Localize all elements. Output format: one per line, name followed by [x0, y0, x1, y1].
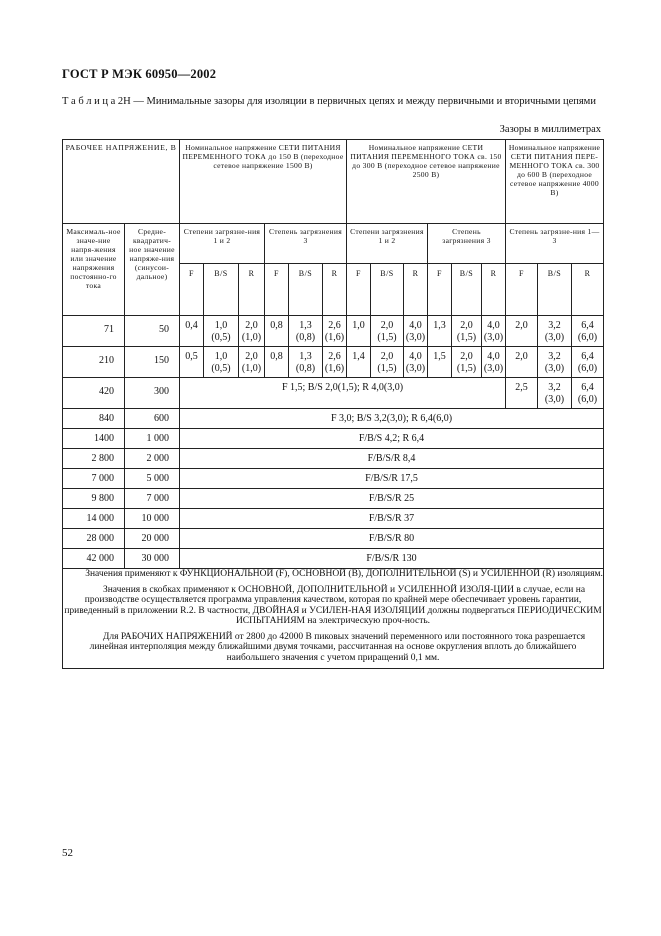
clearance-value-qa: (1,5): [377, 331, 397, 343]
clearance-value: 1,0: [214, 351, 228, 362]
clearance-cell: [289, 347, 323, 378]
clearance-value: 3,2: [548, 320, 561, 331]
clearance-value: 0,8: [270, 320, 283, 331]
merged-clearance-cell: F/B/S/R 130: [180, 549, 604, 569]
table-row: [63, 529, 604, 549]
clearance-value: 1,0: [214, 320, 228, 331]
table-row: [63, 429, 604, 449]
group-header-600: Номинальное напряжение СЕТИ ПИТАНИЯ ПЕРЕ-МЕННОГО ТОКА св. 300 до 600 В (переходное сетевое напряжение 4000 В): [506, 140, 604, 224]
clearance-value: 4,0: [487, 320, 500, 331]
max-voltage-cell: 210: [63, 347, 125, 378]
insulation-letter-header: R: [239, 264, 265, 316]
insulation-letter-header: F: [428, 264, 452, 316]
insulation-letter-header: R: [404, 264, 428, 316]
clearance-cell: [572, 316, 604, 347]
max-voltage-cell: 28 000: [63, 529, 125, 549]
max-voltage-header: Максималь-ное значе-ние напря-жения или значение напряжения постоянно-го тока: [63, 224, 125, 316]
clearance-value: 2,5: [515, 382, 528, 393]
max-voltage-cell: 14 000: [63, 509, 125, 529]
table-row: [63, 489, 604, 509]
insulation-letter-header: B/S: [452, 264, 482, 316]
clearance-cell: [452, 347, 482, 378]
clearance-value: 2,0: [245, 320, 258, 331]
clearance-value-qa: (3,0): [405, 362, 426, 374]
clearance-cell: [506, 378, 538, 409]
page-number: 52: [62, 847, 73, 859]
clearance-cell: [289, 316, 323, 347]
clearance-value: 0,5: [185, 351, 198, 362]
clearance-cell: [265, 316, 289, 347]
clearance-value: 0,4: [185, 320, 198, 331]
table-row: [63, 347, 604, 378]
rms-voltage-cell: 20 000: [125, 529, 180, 549]
rms-voltage-cell: 300: [125, 378, 180, 409]
clearance-value-qa: (6,0): [577, 393, 598, 405]
pollution-header: Степени загрязне-ния 1 и 2: [180, 224, 265, 264]
clearance-cell: [506, 347, 538, 378]
clearance-cell: [572, 378, 604, 409]
clearance-value-qa: (1,0): [241, 331, 262, 343]
clearance-value-qa: (0,5): [211, 362, 231, 374]
merged-clearance-cell: F 3,0; B/S 3,2(3,0); R 6,4(6,0): [180, 409, 604, 429]
clearance-value-qa: (3,0): [544, 393, 565, 405]
pollution-header: Степени загрязнения 1 и 2: [347, 224, 428, 264]
clearance-value-qa: (3,0): [483, 362, 504, 374]
table-row: [63, 469, 604, 489]
insulation-letter-header: F: [347, 264, 371, 316]
clearance-cell: [428, 316, 452, 347]
clearance-value: 2,0: [380, 351, 394, 362]
clearance-value: 2,0: [460, 351, 473, 362]
clearance-value: 6,4: [581, 382, 594, 393]
clearance-value: 3,2: [548, 351, 561, 362]
clearance-cell: [572, 347, 604, 378]
merged-clearance-cell: F/B/S/R 8,4: [180, 449, 604, 469]
clearance-cell: [323, 316, 347, 347]
clearance-value-qa: (0,5): [211, 331, 231, 343]
clearance-value: 6,4: [581, 320, 594, 331]
clearance-value: 0,8: [270, 351, 283, 362]
table-row: [63, 509, 604, 529]
max-voltage-cell: 420: [63, 378, 125, 409]
clearance-table: [62, 139, 604, 669]
clearance-cell: [428, 347, 452, 378]
clearance-value-qa: (3,0): [405, 331, 426, 343]
clearance-value-qa: (0,8): [295, 362, 316, 374]
merged-clearance-cell: F/B/S/R 37: [180, 509, 604, 529]
insulation-letter-header: R: [323, 264, 347, 316]
merged-clearance-cell: F/B/S/R 80: [180, 529, 604, 549]
clearance-cell: [347, 316, 371, 347]
rms-voltage-cell: 30 000: [125, 549, 180, 569]
clearance-cell: [204, 316, 239, 347]
insulation-letter-header: R: [572, 264, 604, 316]
insulation-letter-header: B/S: [371, 264, 404, 316]
clearance-cell: [239, 316, 265, 347]
merged-clearance-cell: F/B/S/R 25: [180, 489, 604, 509]
merged-clearance-cell: F/B/S/R 17,5: [180, 469, 604, 489]
pollution-header: Степень загрязнения 3: [428, 224, 506, 264]
max-voltage-cell: 840: [63, 409, 125, 429]
clearance-value: 1,3: [433, 320, 446, 331]
table-row: [63, 549, 604, 569]
clearance-value: 4,0: [487, 351, 500, 362]
clearance-value-qa: (3,0): [483, 331, 504, 343]
clearance-cell: [371, 347, 404, 378]
clearance-cell: [538, 378, 572, 409]
clearance-cell: [323, 347, 347, 378]
insulation-letter-header: F: [506, 264, 538, 316]
clearance-cell: [506, 316, 538, 347]
table-row: [63, 449, 604, 469]
clearance-cell: [404, 316, 428, 347]
rms-voltage-cell: 1 000: [125, 429, 180, 449]
clearance-cell: [204, 347, 239, 378]
clearance-value-qa: (6,0): [577, 362, 598, 374]
clearance-cell: [180, 347, 204, 378]
rms-voltage-cell: 10 000: [125, 509, 180, 529]
clearance-cell: [538, 347, 572, 378]
clearance-cell: [482, 316, 506, 347]
clearance-cell: [452, 316, 482, 347]
rms-voltage-cell: 150: [125, 347, 180, 378]
clearance-value: 4,0: [409, 320, 422, 331]
clearance-value: 2,0: [515, 320, 528, 331]
clearance-value: 1,3: [299, 351, 312, 362]
insulation-letter-header: B/S: [289, 264, 323, 316]
group-header-150: Номинальное напряжение СЕТИ ПИТАНИЯ ПЕРЕМЕННОГО ТОКА до 150 В (переходное сетевое напряжение 1500 В): [180, 140, 347, 224]
insulation-letter-header: F: [180, 264, 204, 316]
clearance-value: 4,0: [409, 351, 422, 362]
clearance-value: 6,4: [581, 351, 594, 362]
clearance-value: 2,6: [328, 351, 341, 362]
insulation-letter-header: R: [482, 264, 506, 316]
clearance-value-qa: (3,0): [544, 331, 565, 343]
max-voltage-cell: 1400: [63, 429, 125, 449]
table-row: [63, 316, 604, 347]
clearance-cell: [482, 347, 506, 378]
table-row: [63, 409, 604, 429]
clearance-value: 2,0: [515, 351, 528, 362]
clearance-cell: [180, 316, 204, 347]
note-paragraph: Значения в скобках применяют к ОСНОВНОЙ, ДОПОЛНИТЕЛЬНОЙ и УСИЛЕННОЙ ИЗОЛЯ-ЦИИ в случае, если на производстве осуществляется программа управления качеством, которая по крайней мере обеспечивает уровень гарантии, приведенный в приложении R.2. В частности, ДВОЙНАЯ и УСИЛЕН-НАЯ ИЗОЛЯЦИИ должны подвергаться ПЕРИОДИЧЕСКИМ ИСПЫТАНИЯМ на электрическую проч-ность.: [64, 584, 602, 626]
clearance-value: 1,4: [352, 351, 365, 362]
rms-voltage-cell: 5 000: [125, 469, 180, 489]
note-paragraph: Для РАБОЧИХ НАПРЯЖЕНИЙ от 2800 до 42000 В пиковых значений переменного или постоянного тока разрешается линейная интерполяция между ближайшими двумя точками, рассчитанная на основе округления вплоть до ближайшего наибольшего значения с учетом приращений 0,1 мм.: [89, 631, 586, 663]
units-note: Зазоры в миллиметрах: [499, 124, 601, 135]
clearance-value: 2,0: [380, 320, 394, 331]
rms-voltage-cell: 50: [125, 316, 180, 347]
clearance-value-qa: (6,0): [577, 331, 598, 343]
insulation-letter-header: B/S: [204, 264, 239, 316]
rms-voltage-cell: 600: [125, 409, 180, 429]
rms-voltage-cell: 2 000: [125, 449, 180, 469]
note-paragraph: Значения применяют к ФУНКЦИОНАЛЬНОЙ (F), ОСНОВНОЙ (B), ДОПОЛНИТЕЛЬНОЙ (S) и УСИЛЕННОЙ (R) изоляциям.: [85, 569, 603, 579]
clearance-value-qa: (1,6): [324, 362, 345, 374]
clearance-value: 2,6: [328, 320, 341, 331]
rms-voltage-header: Средне-квадратич-ное значение напряже-ния (синусои-дальное): [125, 224, 180, 316]
max-voltage-cell: 42 000: [63, 549, 125, 569]
clearance-value: 2,0: [460, 320, 473, 331]
clearance-cell: [347, 347, 371, 378]
max-voltage-cell: 9 800: [63, 489, 125, 509]
clearance-value: 1,3: [299, 320, 312, 331]
clearance-value: 2,0: [245, 351, 258, 362]
clearance-value-qa: (3,0): [544, 362, 565, 374]
clearance-cell: [404, 347, 428, 378]
document-header: ГОСТ Р МЭК 60950—2002: [62, 67, 217, 81]
table-notes: [63, 569, 604, 669]
table-caption: Т а б л и ц а 2Н — Минимальные зазоры для изоляции в первичных цепях и между первичными и вторичными цепями: [62, 96, 596, 107]
clearance-value-qa: (1,6): [324, 331, 345, 343]
merged-clearance-cell: F/B/S 4,2; R 6,4: [180, 429, 604, 449]
clearance-value-qa: (1,5): [456, 362, 477, 374]
table-row: [63, 378, 604, 409]
clearance-cell: [265, 347, 289, 378]
insulation-letter-header: F: [265, 264, 289, 316]
clearance-value-qa: (1,5): [456, 331, 477, 343]
max-voltage-cell: 71: [63, 316, 125, 347]
clearance-value-qa: (1,5): [377, 362, 397, 374]
clearance-cell: [538, 316, 572, 347]
rms-voltage-cell: 7 000: [125, 489, 180, 509]
clearance-value: 1,5: [433, 351, 446, 362]
merged-clearance-cell: F 1,5; B/S 2,0(1,5); R 4,0(3,0): [180, 378, 506, 409]
clearance-cell: [371, 316, 404, 347]
max-voltage-cell: 2 800: [63, 449, 125, 469]
pollution-header: Степень загрязне-ния 1—3: [506, 224, 604, 264]
max-voltage-cell: 7 000: [63, 469, 125, 489]
clearance-value: 1,0: [352, 320, 365, 331]
clearance-value-qa: (1,0): [241, 362, 262, 374]
pollution-header: Степень загрязнения 3: [265, 224, 347, 264]
clearance-value: 3,2: [548, 382, 561, 393]
group-header-300: Номинальное напряжение СЕТИ ПИТАНИЯ ПЕРЕМЕННОГО ТОКА св. 150 до 300 В (переходное сетевое напряжение 2500 В): [347, 140, 506, 224]
insulation-letter-header: B/S: [538, 264, 572, 316]
working-voltage-header: РАБОЧЕЕ НАПРЯЖЕНИЕ, В: [63, 140, 180, 224]
clearance-cell: [239, 347, 265, 378]
clearance-value-qa: (0,8): [295, 331, 316, 343]
